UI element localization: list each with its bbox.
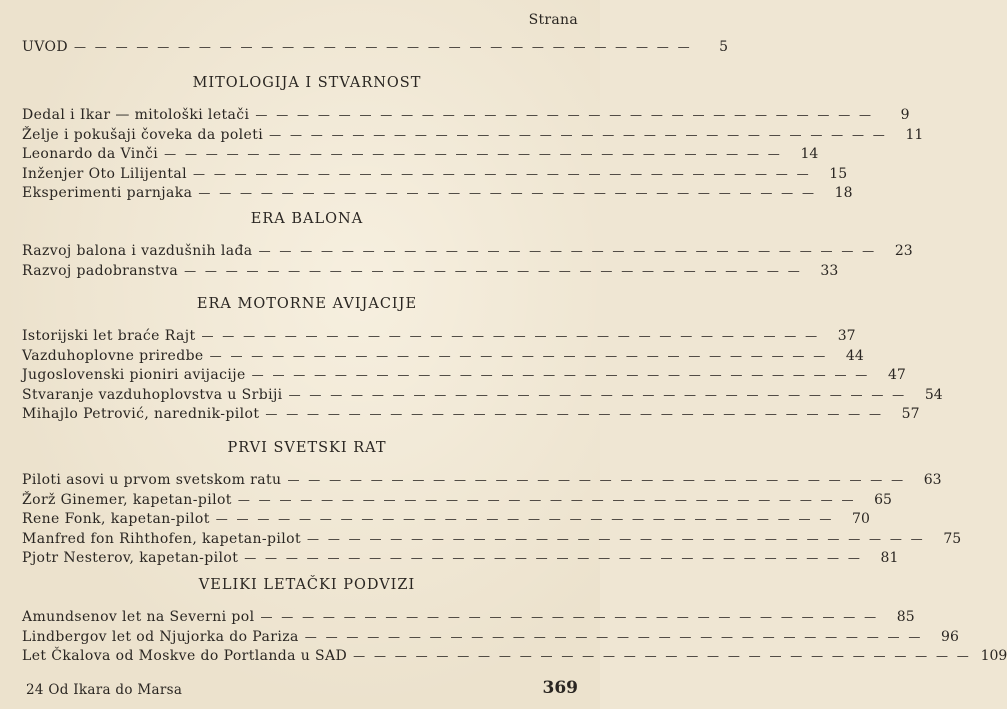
toc-entry-label: Rene Fonk, kapetan-pilot xyxy=(22,511,210,527)
toc-entry xyxy=(22,491,892,511)
toc-entry-page: 9 xyxy=(900,107,910,123)
leader-dashes: — — — — — — — — — — — — — — — — — — — — — — — — — — — — — — xyxy=(287,473,906,487)
leader-dashes: — — — — — — — — — — — — — — — — — — — — — — — — — — — — — — xyxy=(258,244,877,258)
toc-entry xyxy=(22,347,864,367)
leader-dashes: — — — — — — — — — — — — — — — — — — — — — — — — — — — — — — xyxy=(215,512,834,526)
leader-dashes: — — — — — — — — — — — — — — — — — — — — — — — — — — — — — — xyxy=(73,40,693,54)
toc-entry-page: 96 xyxy=(941,628,959,645)
toc-entry-label: Let Čkalova od Moskve do Portlanda u SAD xyxy=(22,648,348,664)
toc-entry-page: 33 xyxy=(820,262,839,279)
toc-entry-page: 109 xyxy=(980,648,1007,664)
leader-dashes: — — — — — — — — — — — — — — — — — — — — — — — — — — — — — — xyxy=(164,147,783,161)
toc-entry-page: 57 xyxy=(901,406,920,422)
section-title: MITOLOGIJA I STVARNOST xyxy=(192,75,422,91)
toc-entry-page: 44 xyxy=(845,347,864,364)
toc-entry xyxy=(22,184,853,204)
leader-dashes: — — — — — — — — — — — — — — — — — — — — — — — — — — — — — — xyxy=(193,166,812,181)
toc-entry-page: 18 xyxy=(834,185,853,201)
leader-dashes: — — — — — — — — — — — — — — — — — — — — — — — — — — — — — — xyxy=(269,127,888,142)
toc-entry xyxy=(22,471,942,491)
toc-entry-page: 65 xyxy=(874,491,892,508)
toc-section-prvi-svetski-rat xyxy=(22,437,962,569)
toc-entry-page: 75 xyxy=(943,530,962,547)
leader-dashes: — — — — — — — — — — — — — — — — — — — — — — — — — — — — — — xyxy=(353,649,972,663)
section-title: ERA MOTORNE AVIJACIJE xyxy=(196,296,418,312)
toc-entry xyxy=(22,126,924,146)
toc-entry-page: 85 xyxy=(896,609,915,625)
leader-dashes: — — — — — — — — — — — — — — — — — — — — — — — — — — — — — — xyxy=(307,531,926,546)
toc-section-mitologija xyxy=(22,72,924,204)
page-column-header: Strana xyxy=(528,12,578,28)
toc-entry-label: Eksperimenti parnjaka xyxy=(22,185,193,201)
toc-entry xyxy=(22,145,819,165)
toc-entry xyxy=(22,608,915,628)
toc-entry-page: 63 xyxy=(923,472,942,488)
leader-dashes: — — — — — — — — — — — — — — — — — — — — — — — — — — — — — — xyxy=(201,329,820,343)
toc-entry-label: Dedal i Ikar — mitološki letači xyxy=(22,107,250,123)
toc-entry-label: Jugoslovenski pioniri avijacije xyxy=(22,367,246,383)
toc-section-era-motorne-avijacije xyxy=(22,293,943,425)
toc-entry-page: 23 xyxy=(894,243,913,259)
section-title: ERA BALONA xyxy=(250,211,364,227)
toc-entry xyxy=(22,647,1007,667)
toc-entry xyxy=(22,165,848,185)
leader-dashes: — — — — — — — — — — — — — — — — — — — — — — — — — — — — — — xyxy=(251,368,870,382)
toc-entry xyxy=(22,386,943,406)
leader-dashes: — — — — — — — — — — — — — — — — — — — — — — — — — — — — — — xyxy=(237,492,856,507)
toc-entry-page: 5 xyxy=(719,39,729,55)
toc-entry-page: 37 xyxy=(837,328,856,344)
toc-entry xyxy=(22,628,959,648)
toc-entry xyxy=(22,242,913,262)
toc-entry-page: 54 xyxy=(924,386,943,403)
toc-intro-row xyxy=(22,38,729,58)
toc-entry-label: Pjotr Nesterov, kapetan-pilot xyxy=(22,550,239,566)
toc-entry xyxy=(22,549,899,569)
leader-dashes: — — — — — — — — — — — — — — — — — — — — — — — — — — — — — — xyxy=(288,387,907,402)
toc-entry-label: Razvoj padobranstva xyxy=(22,262,179,279)
toc-entry xyxy=(22,366,906,386)
toc-entry xyxy=(22,510,870,530)
leader-dashes: — — — — — — — — — — — — — — — — — — — — — — — — — — — — — — xyxy=(209,348,828,363)
toc-entry-page: 70 xyxy=(852,511,870,527)
printer-signature: 24 Od Ikara do Marsa xyxy=(26,682,183,698)
toc-entry-page: 14 xyxy=(800,146,819,162)
toc-entry-label: Piloti asovi u prvom svetskom ratu xyxy=(22,472,282,488)
toc-entry-page: 15 xyxy=(829,165,848,182)
toc-entry-label: Želje i pokušaji čoveka da poleti xyxy=(22,126,264,143)
leader-dashes: — — — — — — — — — — — — — — — — — — — — — — — — — — — — — — xyxy=(265,407,884,421)
leader-dashes: — — — — — — — — — — — — — — — — — — — — — — — — — — — — — — xyxy=(260,610,879,624)
toc-entry-page: 81 xyxy=(880,550,899,566)
toc-entry xyxy=(22,327,856,347)
section-title: PRVI SVETSKI RAT xyxy=(227,440,387,456)
toc-entry-label: Inženjer Oto Lilijental xyxy=(22,165,187,182)
toc-entry xyxy=(22,405,920,425)
toc-entry-label: Vazduhoplovne priredbe xyxy=(22,347,204,364)
toc-entry-page: 47 xyxy=(887,367,906,383)
toc-entry-label: Stvaranje vazduhoplovstva u Srbiji xyxy=(22,386,283,403)
section-title: VELIKI LETAČKI PODVIZI xyxy=(198,577,416,593)
toc-entry-label: Razvoj balona i vazdušnih lađa xyxy=(22,243,253,259)
toc-entry-label: UVOD xyxy=(22,39,68,55)
leader-dashes: — — — — — — — — — — — — — — — — — — — — — — — — — — — — — — xyxy=(244,551,863,565)
toc-entry-label: Leonardo da Vinči xyxy=(22,146,159,162)
toc-entry-label: Istorijski let braće Rajt xyxy=(22,328,196,344)
toc-entry xyxy=(22,530,962,550)
page-number: 369 xyxy=(542,678,578,698)
leader-dashes: — — — — — — — — — — — — — — — — — — — — — — — — — — — — — — xyxy=(255,108,874,122)
leader-dashes: — — — — — — — — — — — — — — — — — — — — — — — — — — — — — — xyxy=(184,263,803,278)
toc-entry xyxy=(22,262,839,282)
toc-section-veliki-letacki-podvizi xyxy=(22,574,1007,667)
leader-dashes: — — — — — — — — — — — — — — — — — — — — — — — — — — — — — — xyxy=(304,629,923,644)
toc-entry-label: Amundsenov let na Severni pol xyxy=(22,609,255,625)
toc-entry-label: Mihajlo Petrović, narednik-pilot xyxy=(22,406,260,422)
leader-dashes: — — — — — — — — — — — — — — — — — — — — — — — — — — — — — — xyxy=(198,186,817,200)
toc-entry-label: Žorž Ginemer, kapetan-pilot xyxy=(22,491,232,508)
toc-entry-label: Lindbergov let od Njujorka do Pariza xyxy=(22,628,299,645)
toc-entry xyxy=(22,106,910,126)
toc-section-era-balona xyxy=(22,208,913,281)
toc-entry-label: Manfred fon Rihthofen, kapetan-pilot xyxy=(22,530,302,547)
toc-entry-page: 11 xyxy=(905,126,924,143)
